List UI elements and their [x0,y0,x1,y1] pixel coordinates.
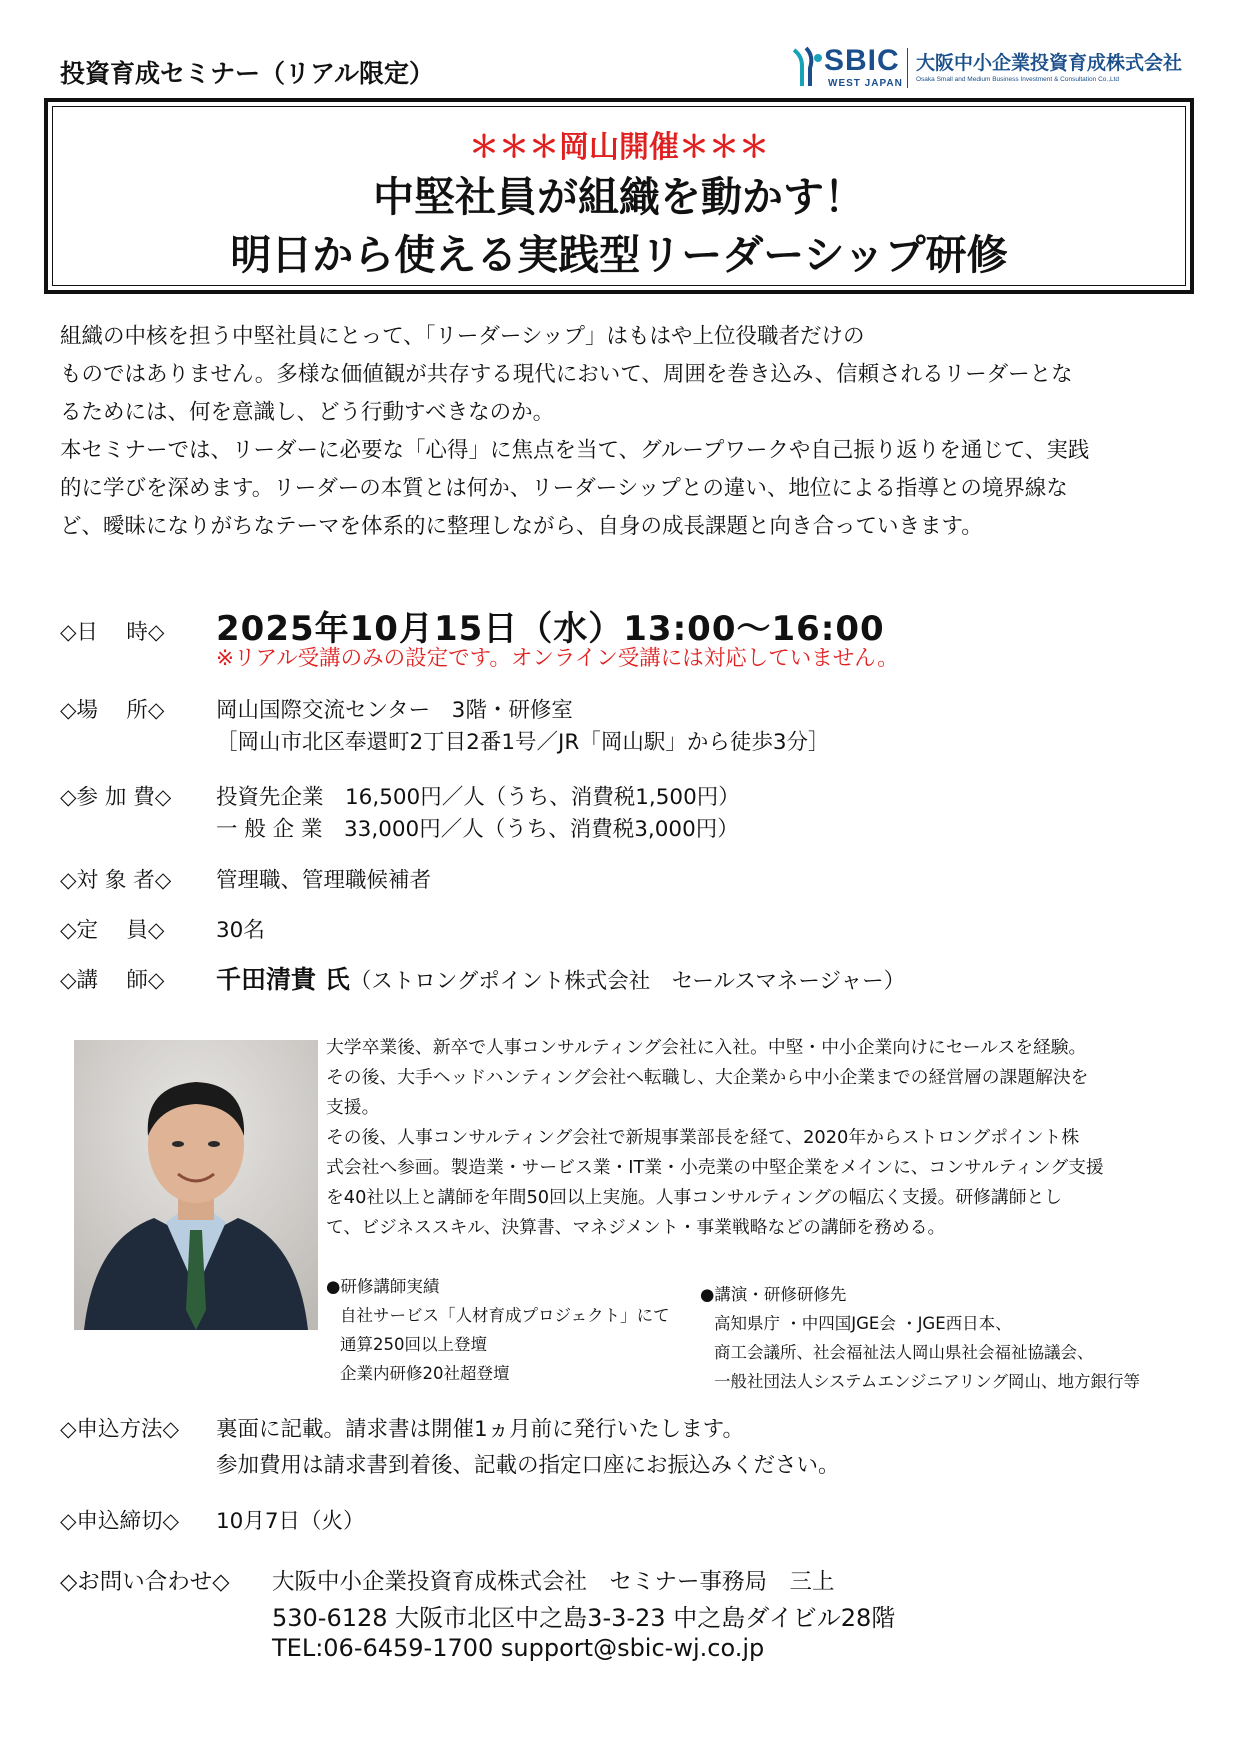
bio-line: 式会社へ参画。製造業・サービス業・IT業・小売業の中堅企業をメインに、コンサルティング支援 [326,1157,1104,1178]
datetime-label: ◇日 時◇ [60,620,165,645]
logo-company-name-en: Osaka Small and Medium Business Investment & Consultation Co.,Ltd [916,76,1120,83]
intro-line: ど、曖昧になりがちなテーマを体系的に整理しながら、自身の成長課題と向き合っていきます。 [60,514,983,539]
training-record-item: 通算250回以上登壇 [340,1335,487,1354]
intro-text [60,318,1190,546]
intro-line: 組織の中核を担う中堅社員にとって、「リーダーシップ」はもはや上位役職者だけの [60,324,865,349]
application-method-label: ◇申込方法◇ [60,1417,180,1442]
application-method-line-2: 参加費用は請求書到着後、記載の指定口座にお振込みください。 [216,1453,840,1478]
logo-sbic-text: SBIC [824,44,900,77]
seminar-type: 投資育成セミナー（リアル限定） [60,59,435,88]
contact-address: 530-6128 大阪市北区中之島3-3-23 中之島ダイビル28階 [272,1604,896,1632]
intro-line: 的に学びを深めます。リーダーの本質とは何か、リーダーシップとの違い、地位による指導との境界線な [60,476,1068,501]
bio-line: 大学卒業後、新卒で人事コンサルティング会社に入社。中堅・中小企業向けにセールスを経験。 [326,1037,1087,1058]
capacity-label: ◇定 員◇ [60,918,165,943]
training-record-item: 企業内研修20社超登壇 [340,1364,510,1383]
target-value: 管理職、管理職候補者 [216,868,432,893]
bio-line: 支援。 [326,1097,380,1118]
venue-address: ［岡山市北区奉還町2丁目2番1号／JR「岡山駅」から徒歩3分］ [216,730,830,755]
intro-line: るためには、何を意識し、どう行動すべきなのか。 [60,400,555,425]
capacity-value: 30名 [216,918,265,943]
venue-label: ◇場 所◇ [60,698,165,723]
title-line-1: 中堅社員が組織を動かす！ [373,173,865,221]
datetime-value: 2025年10月15日（水）13:00～16:00 [216,609,885,649]
lecturer-label: ◇講 師◇ [60,968,165,993]
location-banner: ＊＊＊岡山開催＊＊＊ [469,130,769,165]
contact-label: ◇お問い合わせ◇ [60,1569,230,1595]
venue-name: 岡山国際交流センター 3階・研修室 [216,698,573,723]
lecturer-name: 千田清貴 氏 [216,965,350,994]
bio-line: その後、人事コンサルティング会社で新規事業部長を経て、2020年からストロングポイント株 [326,1127,1080,1148]
contact-tel-email: TEL:06-6459-1700 support@sbic-wj.co.jp [272,1634,765,1662]
target-label: ◇対 象 者◇ [60,868,172,893]
training-record-item: 自社サービス「人材育成プロジェクト」にて [340,1306,670,1325]
deadline-value: 10月7日（火） [216,1509,365,1534]
application-method-line-1: 裏面に記載。請求書は開催1ヵ月前に発行いたします。 [216,1417,744,1442]
intro-line: 本セミナーでは、リーダーに必要な「心得」に焦点を当て、グループワークや自己振り返りを通じて、実践 [60,438,1090,463]
title-box [44,98,1194,294]
lecture-clients-item: 商工会議所、社会福祉法人岡山県社会福祉協議会、 [714,1343,1094,1362]
sbic-logo-icon [790,46,826,90]
title-line-2: 明日から使える実践型リーダーシップ研修 [230,231,1008,279]
fee-general: 一 般 企 業 33,000円／人（うち、消費税3,000円） [216,817,739,842]
logo-divider [907,48,908,88]
bio-line: て、ビジネススキル、決算書、マネジメント・事業戦略などの講師を務める。 [326,1217,946,1238]
company-logo [790,44,1190,94]
lecturer-affiliation: （ストロングポイント株式会社 セールスマネージャー） [349,969,906,994]
lecture-clients-item: 高知県庁 ・中四国JGE会 ・JGE西日本、 [714,1314,1012,1333]
intro-line: ものではありません。多様な価値観が共存する現代において、周囲を巻き込み、信頼されるリーダーとな [60,362,1073,387]
bio-line: を40社以上と講師を年間50回以上実施。人事コンサルティングの幅広く支援。研修講師とし [326,1187,1063,1208]
lecture-clients-heading: ●講演・研修研修先 [700,1285,847,1304]
training-record [326,1272,670,1388]
deadline-label: ◇申込締切◇ [60,1509,180,1534]
lecturer-text [216,960,905,996]
lecturer-bio [326,1033,1196,1243]
logo-west-japan-text: WEST JAPAN [828,78,903,89]
lecturer-photo [74,1040,318,1330]
contact-organization: 大阪中小企業投資育成株式会社 セミナー事務局 三上 [272,1569,835,1595]
bio-line: その後、大手ヘッドハンティング会社へ転職し、大企業から中小企業までの経営層の課題解決を [326,1067,1089,1088]
training-record-heading: ●研修講師実績 [326,1277,440,1296]
fee-label: ◇参 加 費◇ [60,785,172,810]
datetime-note: ※リアル受講のみの設定です。オンライン受講には対応していません。 [216,646,899,671]
lecturer-portrait-image [74,1040,318,1330]
lecture-clients-item: 一般社団法人システムエンジニアリング岡山、地方銀行等 [714,1372,1140,1391]
logo-company-name: 大阪中小企業投資育成株式会社 [916,52,1183,74]
lecture-clients [700,1280,1140,1396]
fee-investee: 投資先企業 16,500円／人（うち、消費税1,500円） [216,785,740,810]
